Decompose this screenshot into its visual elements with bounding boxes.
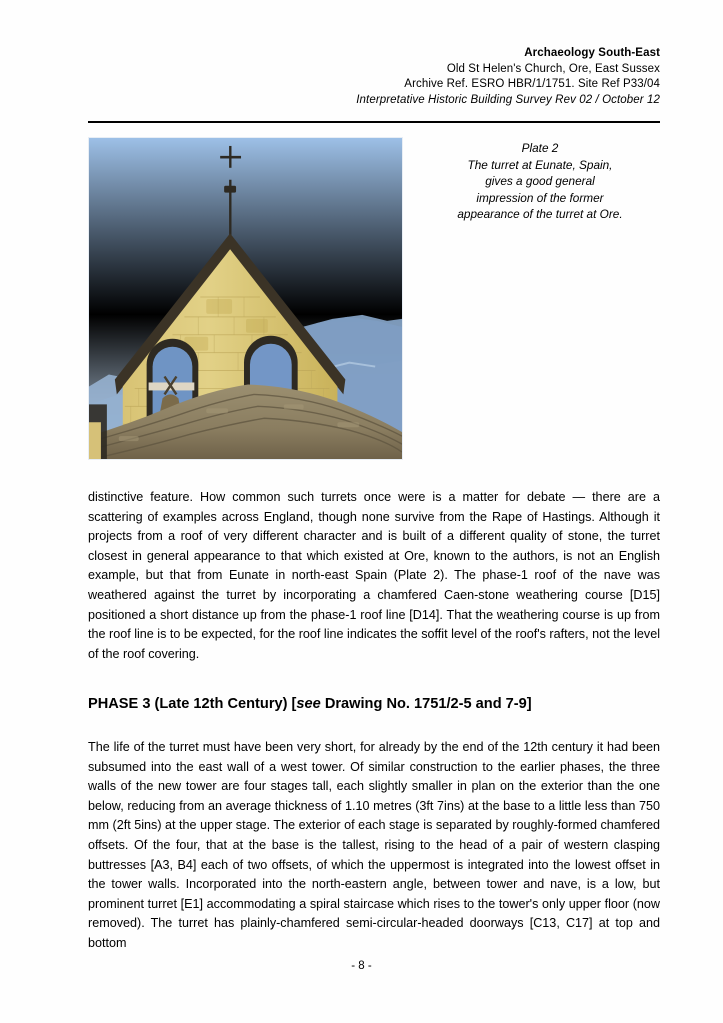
header-organisation: Archaeology South-East: [524, 47, 660, 59]
heading-text-part-2: Drawing No. 1751/2-5 and 7-9]: [320, 696, 532, 712]
caption-line-3: gives a good general: [485, 174, 595, 188]
heading-text-part-1: PHASE 3 (Late 12th Century) [: [88, 696, 297, 712]
page-number-footer: - 8 -: [351, 960, 372, 972]
header-archive-ref: Archive Ref. ESRO HBR/1/1751. Site Ref P33/04: [404, 78, 660, 90]
plate-2-photograph: [88, 137, 403, 460]
turret-photo-illustration: [89, 138, 402, 459]
plate-2-caption: [420, 140, 660, 223]
caption-line-2: The turret at Eunate, Spain,: [467, 157, 613, 172]
heading-text-see: see: [296, 696, 321, 712]
caption-line-5: appearance of the turret at Ore.: [457, 207, 623, 221]
section-heading-phase-3: [88, 694, 660, 714]
caption-plate-number: Plate 2: [521, 141, 559, 155]
caption-line-4: impression of the former: [476, 190, 604, 205]
header-site-name: Old St Helen's Church, Ore, East Sussex: [446, 62, 660, 75]
header-divider-rule: [88, 121, 660, 123]
body-paragraph-1: distinctive feature. How common such turrets once were is a matter for debate — there are a scattering of examples across England, though none survive from the Rape of Hastings. Although it projects from a roof of very different character and is built of a different quality of stone, the turret closest in general appearance to that which existed at Ore, known to the authors, is not an English example, but that from Eunate in north-east Spain (Plate 2). The phase-1 roof of the nave was weathered against the turret by incorporating a chamfered Caen-stone weathering course [D15] positioned a short distance up from the phase-1 roof line [D14]. That the weathering course is up from the roof line is to be expected, for the roof line indicates the soffit level of the roof's rafters, not the level of the roof covering.: [88, 490, 661, 661]
header-survey-revision: Interpretative Historic Building Survey Rev 02 / October 12: [356, 93, 660, 106]
body-paragraph-2: The life of the turret must have been very short, for already by the end of the 12th century it had been subsumed into the east wall of a west tower. Of similar construction to the earlier phases, the three walls of the new tower are four stages tall, each slightly smaller in plan on the exterior than the one below, reducing from an average thickness of 1.10 metres (3ft 7ins) at the base to a little less than 750 mm (2ft 5ins) at the upper stage. The exterior of each stage is separated by roughly-formed chamfered offsets. Of the four, that at the base is the tallest, rising to the head of a pair of western clasping buttresses [A3, B4] each of two offsets, of which the uppermost is integrated into the lowest offset in the tower walls. Incorporated into the north-eastern angle, between tower and nave, is a low, but prominent turret [E1] accommodating a spiral staircase which rises to the tower's only upper floor (now removed). The turret has plainly-chamfered semi-circular-headed doorways [C13, C17] at top and bottom: [88, 740, 660, 950]
document-header: [88, 46, 660, 108]
